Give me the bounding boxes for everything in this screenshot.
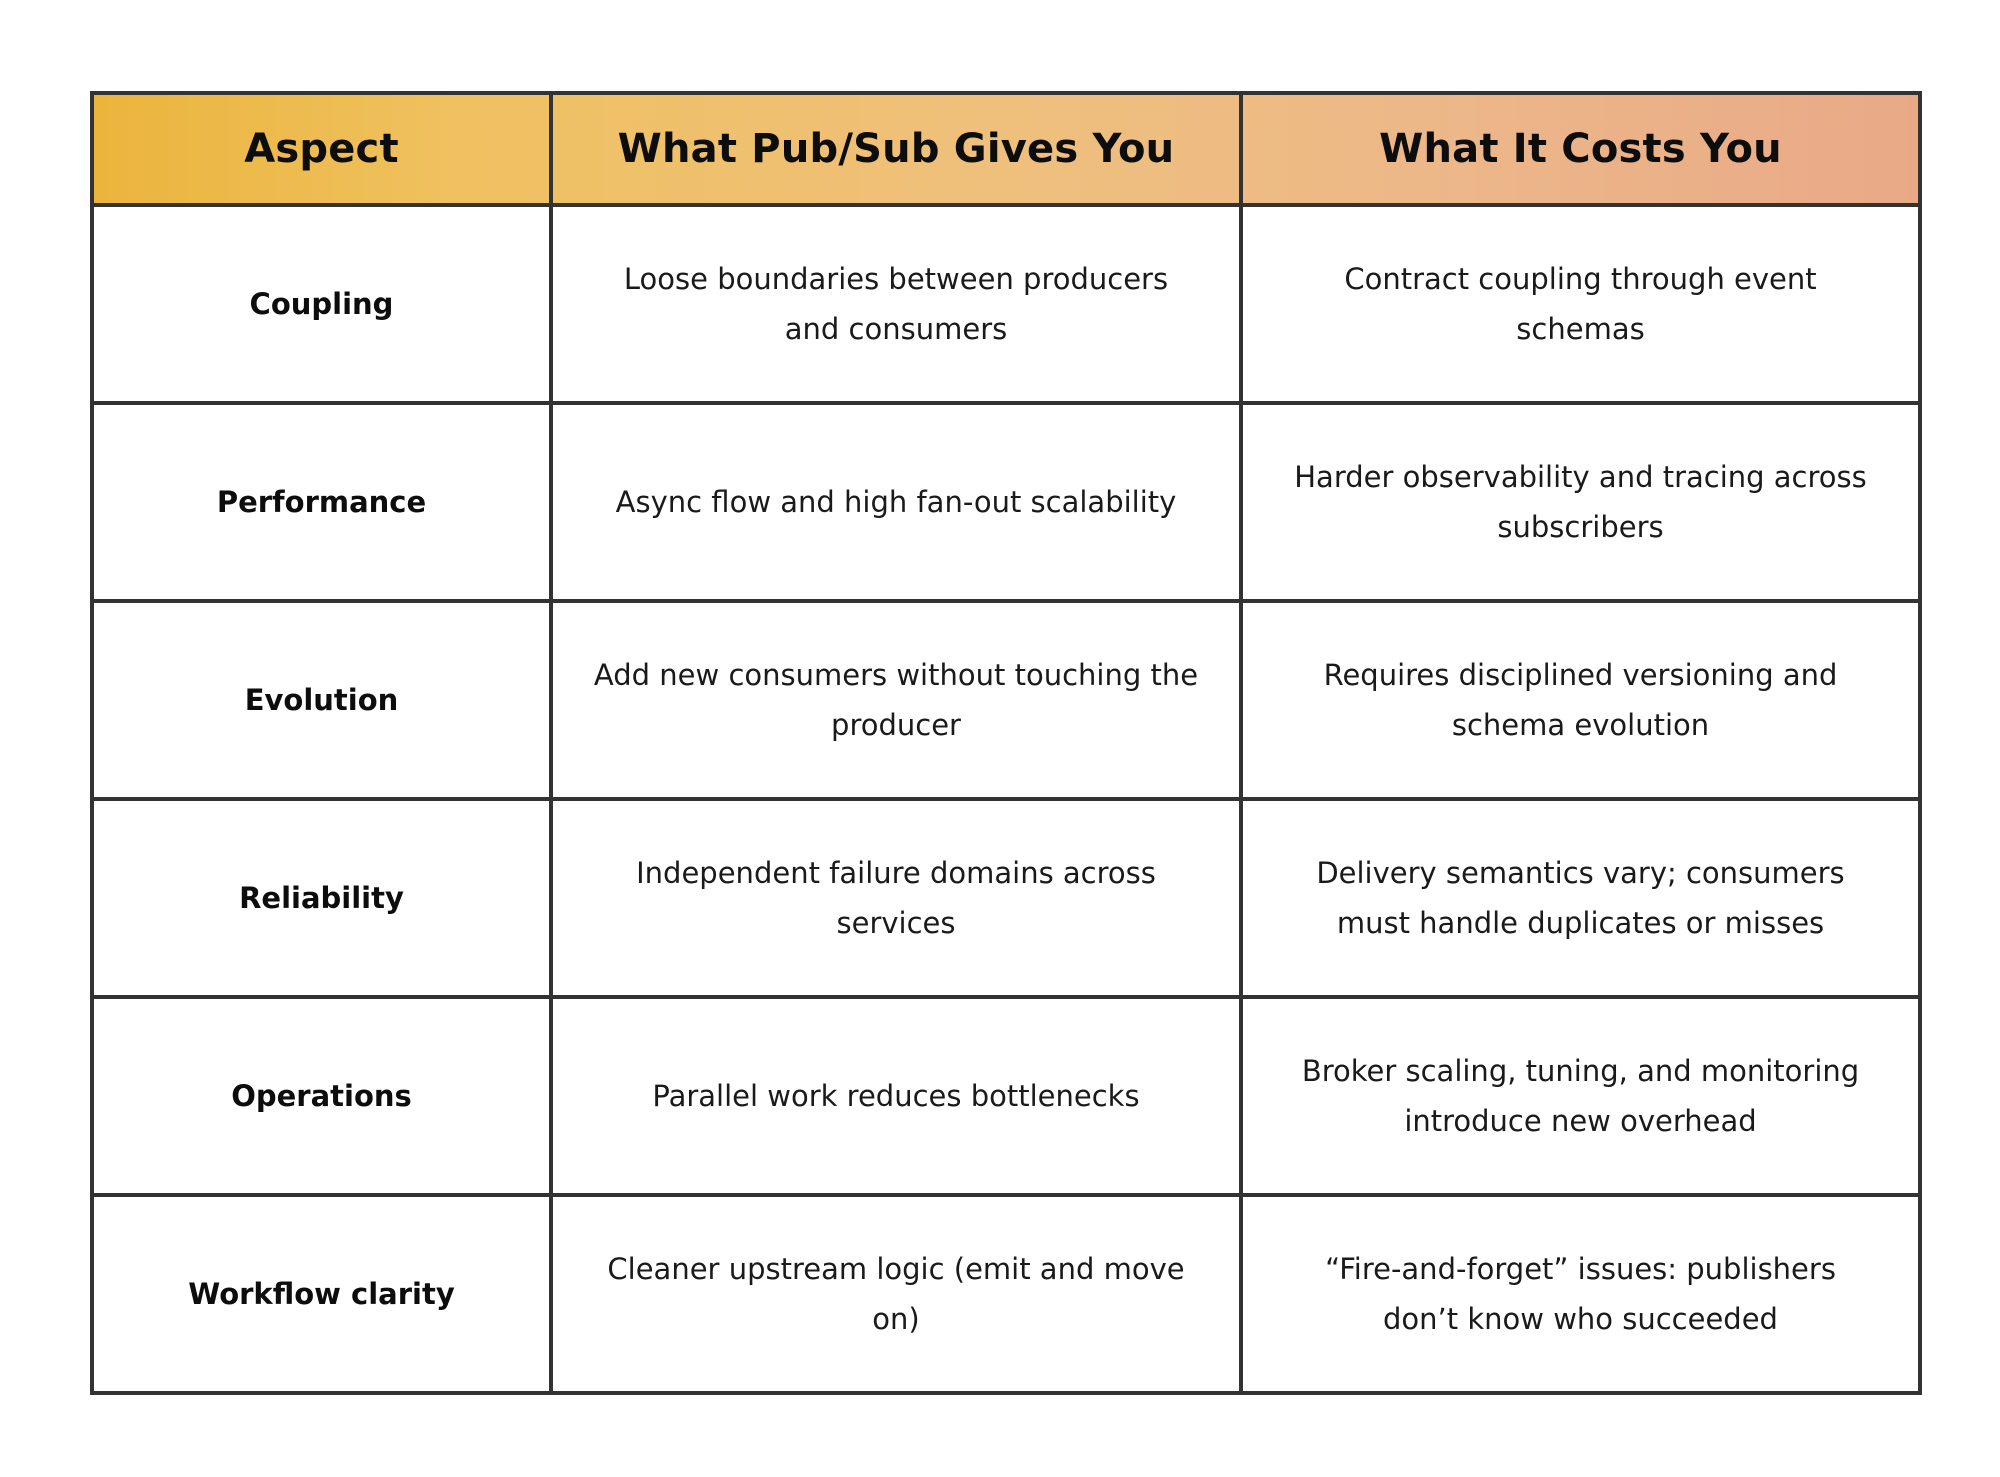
row-costs-cell: Delivery semantics vary; consumers must handle duplicates or misses xyxy=(1241,799,1920,997)
row-gives-cell: Async flow and high fan-out scalability xyxy=(551,403,1241,601)
table-row xyxy=(92,799,1920,997)
row-costs-cell: Requires disciplined versioning and schema evolution xyxy=(1241,601,1920,799)
header-gives: What Pub/Sub Gives You xyxy=(551,93,1241,205)
row-aspect-cell: Evolution xyxy=(92,601,551,799)
table-row xyxy=(92,601,1920,799)
row-costs-cell: “Fire-and-forget” issues: publishers don’t know who succeeded xyxy=(1241,1195,1920,1393)
row-aspect-cell: Reliability xyxy=(92,799,551,997)
table-header-row xyxy=(92,93,1920,205)
table-row xyxy=(92,403,1920,601)
row-gives-cell: Independent failure domains across services xyxy=(551,799,1241,997)
row-costs-cell: Broker scaling, tuning, and monitoring introduce new overhead xyxy=(1241,997,1920,1195)
row-aspect-cell: Performance xyxy=(92,403,551,601)
comparison-table-container xyxy=(90,91,1918,1391)
header-aspect: Aspect xyxy=(92,93,551,205)
table-row xyxy=(92,205,1920,403)
row-aspect-cell: Operations xyxy=(92,997,551,1195)
row-aspect-cell: Coupling xyxy=(92,205,551,403)
row-gives-cell: Parallel work reduces bottlenecks xyxy=(551,997,1241,1195)
pubsub-comparison-table xyxy=(90,91,1922,1395)
row-gives-cell: Loose boundaries between producers and consumers xyxy=(551,205,1241,403)
table-row xyxy=(92,1195,1920,1393)
row-gives-cell: Add new consumers without touching the producer xyxy=(551,601,1241,799)
table-row xyxy=(92,997,1920,1195)
row-aspect-cell: Workflow clarity xyxy=(92,1195,551,1393)
header-costs: What It Costs You xyxy=(1241,93,1920,205)
row-costs-cell: Contract coupling through event schemas xyxy=(1241,205,1920,403)
row-gives-cell: Cleaner upstream logic (emit and move on) xyxy=(551,1195,1241,1393)
row-costs-cell: Harder observability and tracing across subscribers xyxy=(1241,403,1920,601)
